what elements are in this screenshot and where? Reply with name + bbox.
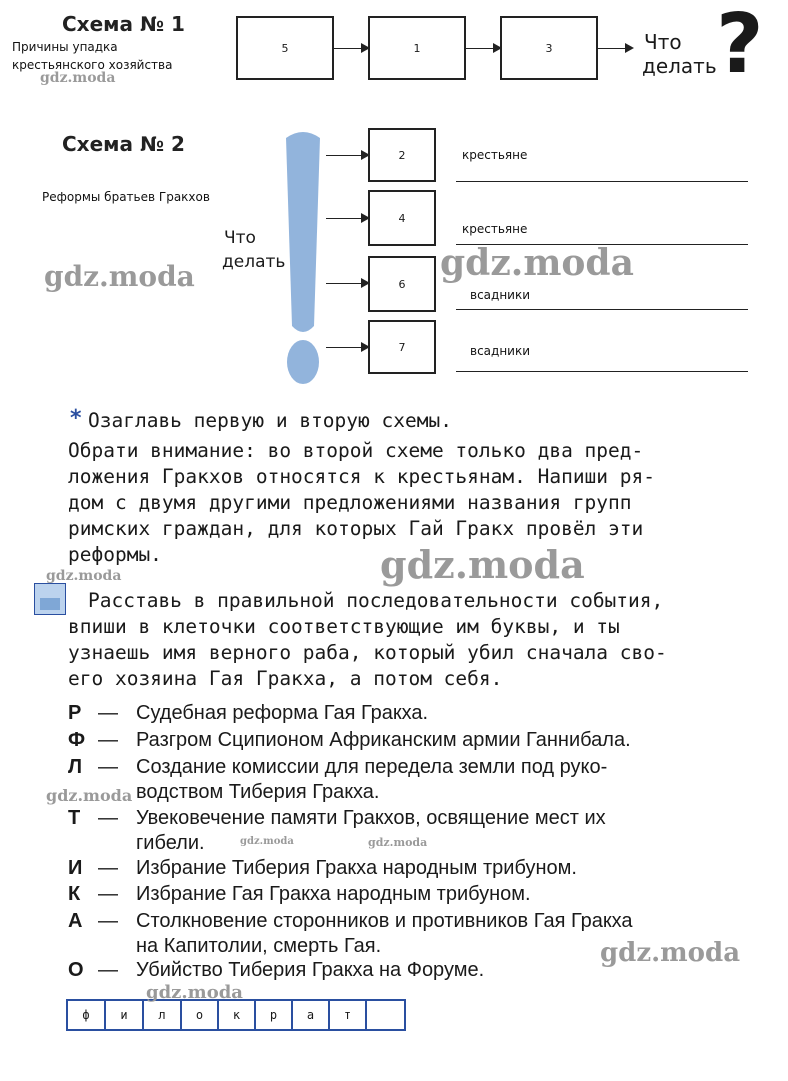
task-icon	[34, 583, 66, 615]
event-text: Избрание Гая Гракха народным трибуном.	[136, 883, 531, 905]
scheme2-box-1: 2	[368, 128, 436, 182]
scheme1-arrow-1	[334, 48, 368, 49]
event-letter: А	[68, 910, 83, 932]
event-dash: —	[98, 756, 118, 778]
watermark: gdz.moda	[440, 242, 634, 284]
answer-cell[interactable]: и	[106, 999, 144, 1031]
event-dash: —	[98, 702, 118, 724]
scheme1-arrow-2	[466, 48, 500, 49]
event-dash: —	[98, 857, 118, 879]
event-text: на Капитолии, смерть Гая.	[136, 935, 382, 957]
task2-line: Расставь в правильной последовательности события,	[88, 589, 664, 612]
event-letter: Т	[68, 807, 81, 829]
event-dash: —	[98, 883, 118, 905]
watermark: gdz.moda	[46, 786, 133, 805]
task1-line: Обрати внимание: во второй схеме только два пред-	[68, 439, 644, 462]
task2-text	[88, 588, 788, 614]
scheme2-question-line2: делать	[222, 252, 286, 272]
event-letter: Р	[68, 702, 82, 724]
scheme2-question-line1: Что	[224, 228, 256, 248]
event-dash: —	[98, 959, 118, 981]
answer-line-4	[456, 371, 748, 372]
watermark: gdz.moda	[46, 568, 122, 584]
scheme2-box-4: 7	[368, 320, 436, 374]
event-letter: К	[68, 883, 81, 905]
answer-cell[interactable]: л	[144, 999, 182, 1031]
exclamation-icon-svg	[280, 126, 326, 388]
answer-cell[interactable]	[367, 999, 406, 1031]
exclamation-icon	[280, 126, 326, 388]
task2-body	[68, 614, 778, 692]
task1-line: дом с двумя другими предложениями названия групп	[68, 491, 632, 514]
event-text: Судебная реформа Гая Гракха.	[136, 702, 429, 724]
watermark: gdz.moda	[146, 982, 243, 1003]
answer-cell[interactable]: т	[330, 999, 367, 1031]
task2-line: узнаешь имя верного раба, который убил сначала сво-	[68, 641, 667, 664]
scheme1-box-1: 5	[236, 16, 334, 80]
event-text: водством Тиберия Гракха.	[136, 781, 380, 803]
scheme2-group-3: всадники	[470, 288, 531, 302]
scheme1-caption-line2: крестьянского хозяйства	[12, 58, 173, 72]
scheme1-box-2: 1	[368, 16, 466, 80]
scheme2-title: Схема № 2	[62, 132, 185, 156]
task1-star-icon: *	[70, 406, 82, 431]
answer-line-3	[456, 309, 748, 310]
watermark: gdz.moda	[44, 260, 195, 293]
scheme1-box-3: 3	[500, 16, 598, 80]
scheme2-group-1: крестьяне	[462, 148, 528, 162]
answer-line-1	[456, 181, 748, 182]
event-text: Столкновение сторонников и противников Гая Гракха	[136, 910, 633, 932]
scheme2-box-3: 6	[368, 256, 436, 312]
scheme2-box-2: 4	[368, 190, 436, 246]
answer-cell[interactable]: ф	[68, 999, 106, 1031]
task2-line: впиши в клеточки соответствующие им буквы, и ты	[68, 615, 620, 638]
scheme2-group-2: крестьяне	[462, 222, 528, 236]
answer-cell[interactable]: р	[256, 999, 293, 1031]
watermark: gdz.moda	[380, 542, 585, 587]
event-text: Увековечение памяти Гракхов, освящение мест их	[136, 807, 606, 829]
event-letter: Ф	[68, 729, 86, 751]
scheme2-arrow-2	[326, 218, 368, 219]
task1-line: римских граждан, для которых Гай Гракх провёл эти	[68, 517, 644, 540]
task1-line: реформы.	[68, 543, 162, 566]
event-dash: —	[98, 807, 118, 829]
event-dash: —	[98, 729, 118, 751]
task1-line: ложения Гракхов относятся к крестьянам. Напиши ря-	[68, 465, 655, 488]
event-text: Избрание Тиберия Гракха народным трибуном.	[136, 857, 577, 879]
event-text: Убийство Тиберия Гракха на Форуме.	[136, 959, 485, 981]
scheme2-arrow-3	[326, 283, 368, 284]
event-dash: —	[98, 910, 118, 932]
answer-cell[interactable]: о	[182, 999, 219, 1031]
answer-cell[interactable]: а	[293, 999, 330, 1031]
task1-line-first: Озаглавь первую и вторую схемы.	[88, 409, 452, 432]
event-text: Разгром Сципионом Африканским армии Ганнибала.	[136, 729, 631, 751]
watermark: gdz.moda	[600, 938, 741, 968]
scheme1-title: Схема № 1	[62, 12, 185, 36]
task-icon-inner	[40, 598, 60, 610]
scheme1-question-line2: делать	[642, 54, 717, 78]
scheme2-arrow-4	[326, 347, 368, 348]
watermark: gdz.moda	[368, 836, 428, 849]
event-text: Создание комиссии для передела земли под руко-	[136, 756, 608, 778]
scheme1-caption-line1: Причины упадка	[12, 40, 118, 54]
task1-text	[88, 408, 788, 434]
scheme1-arrow-3	[598, 48, 632, 49]
task2-line: его хозяина Гая Гракха, а потом себя.	[68, 667, 503, 690]
scheme1-question-line1: Что	[644, 30, 682, 54]
scheme2-arrow-1	[326, 155, 368, 156]
watermark: gdz.moda	[40, 70, 116, 86]
answer-cell[interactable]: к	[219, 999, 256, 1031]
scheme2-group-4: всадники	[470, 344, 531, 358]
question-mark-icon: ?	[716, 0, 764, 92]
event-letter: О	[68, 959, 84, 981]
scheme2-caption: Реформы братьев Гракхов	[42, 190, 210, 204]
event-letter: Л	[68, 756, 83, 778]
event-letter: И	[68, 857, 83, 879]
event-text: гибели.	[136, 832, 205, 854]
watermark: gdz.moda	[240, 836, 294, 847]
